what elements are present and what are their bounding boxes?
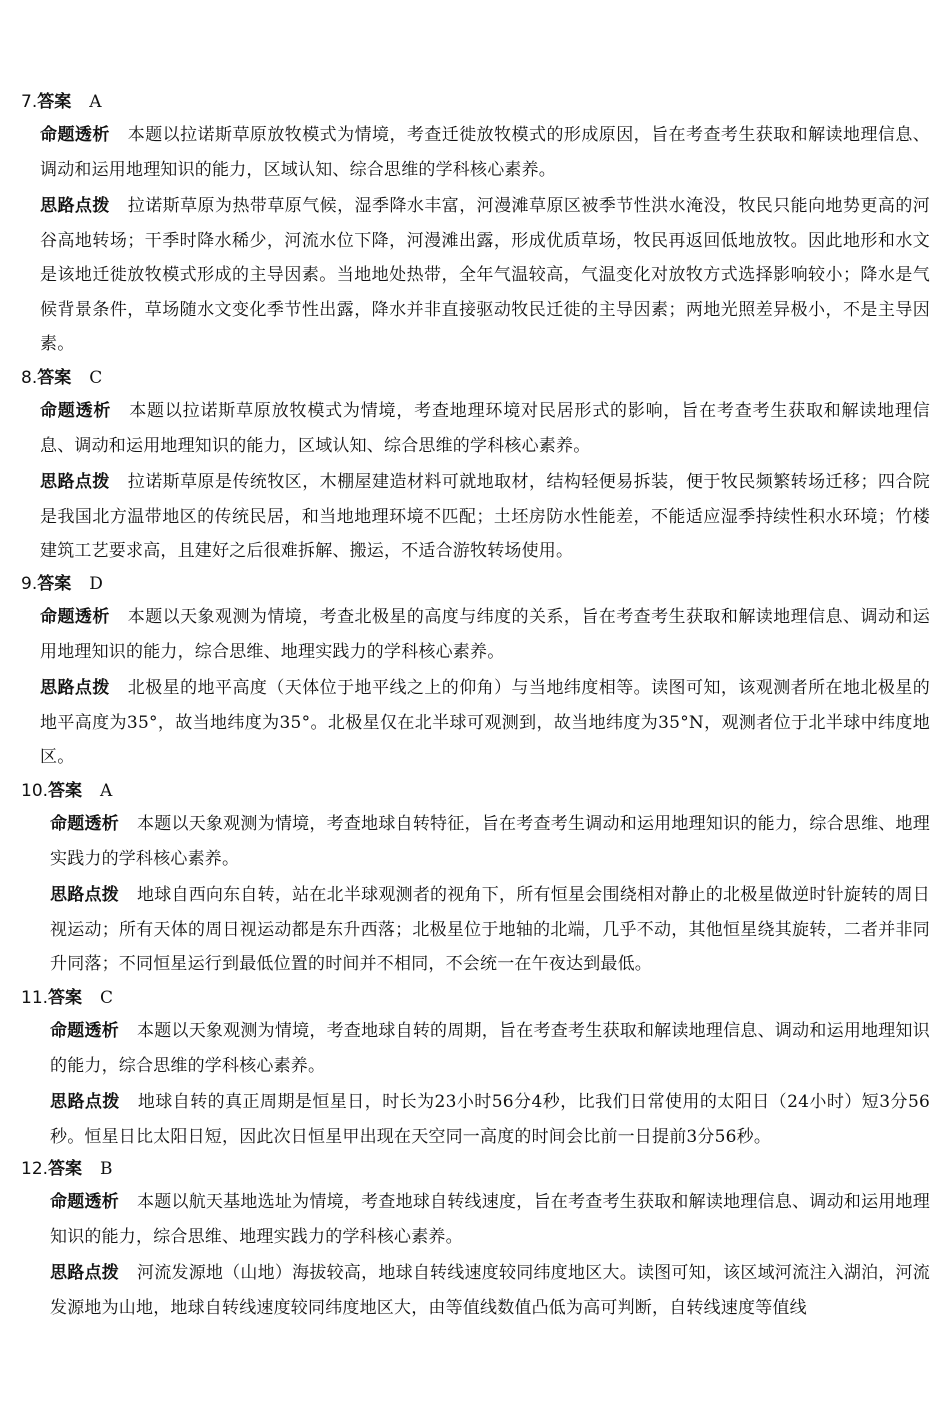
intent-text: 本题以天象观测为情境，考查北极星的高度与纬度的关系，旨在考查考生获取和解读地理信息、调动和运用地理知识的能力，综合思维、地理实践力的学科核心素养。 (40, 607, 930, 662)
question-number: 7. (21, 92, 38, 112)
answer-heading (21, 365, 102, 391)
intent-text: 本题以天象观测为情境，考查地球自转特征，旨在考查考生调动和运用地理知识的能力，综合思维、地理实践力的学科核心素养。 (50, 814, 930, 869)
intent-label: 命题透析 (40, 401, 112, 421)
answer-label: 答案 (48, 988, 83, 1008)
answer-heading (21, 778, 112, 804)
intent-paragraph (50, 1014, 930, 1083)
analysis-paragraph (50, 1256, 930, 1325)
question-number: 10. (21, 781, 49, 801)
analysis-paragraph (50, 1085, 930, 1154)
intent-paragraph (40, 394, 930, 463)
question-number: 9. (21, 574, 38, 594)
analysis-text: 河流发源地（山地）海拔较高，地球自转线速度较同纬度地区大。读图可知，该区域河流注入湖泊，河流发源地为山地，地球自转线速度较同纬度地区大，由等值线数值凸低为高可判断，自转线速度等值线 (50, 1263, 930, 1318)
answer-choice: C (89, 368, 103, 388)
answer-label: 答案 (37, 368, 72, 388)
intent-text: 本题以拉诺斯草原放牧模式为情境，考查迁徙放牧模式的形成原因，旨在考查考生获取和解读地理信息、调动和运用地理知识的能力，区域认知、综合思维的学科核心素养。 (40, 125, 930, 180)
intent-label: 命题透析 (50, 1021, 119, 1041)
intent-label: 命题透析 (50, 1192, 119, 1212)
analysis-text: 地球自西向东自转，站在北半球观测者的视角下，所有恒星会围绕相对静止的北极星做逆时针旋转的周日视运动；所有天体的周日视运动都是东升西落；北极星位于地轴的北端，几乎不动，其他恒星绕其旋转，二者并非同升同落；不同恒星运行到最低位置的时间并不相同，不会统一在午夜达到最低。 (50, 885, 930, 974)
analysis-text: 地球自转的真正周期是恒星日，时长为23小时56分4秒，比我们日常使用的太阳日（24小时）短3分56秒。恒星日比太阳日短，因此次日恒星甲出现在天空同一高度的时间会比前一日提前3分56秒。 (50, 1092, 930, 1147)
intent-paragraph (50, 1185, 930, 1254)
intent-paragraph (40, 600, 930, 669)
intent-text: 本题以天象观测为情境，考查地球自转的周期，旨在考查考生获取和解读地理信息、调动和运用地理知识的能力，综合思维的学科核心素养。 (50, 1021, 930, 1076)
intent-text: 本题以航天基地选址为情境，考查地球自转线速度，旨在考查考生获取和解读地理信息、调动和运用地理知识的能力，综合思维、地理实践力的学科核心素养。 (50, 1192, 930, 1247)
answer-choice: D (89, 574, 103, 594)
answer-label: 答案 (48, 1159, 83, 1179)
analysis-label: 思路点拨 (50, 885, 119, 905)
analysis-label: 思路点拨 (50, 1092, 120, 1112)
answer-choice: C (100, 988, 114, 1008)
answer-heading (21, 571, 103, 597)
analysis-paragraph (50, 878, 930, 982)
answer-heading (21, 89, 102, 115)
intent-label: 命题透析 (40, 125, 110, 145)
analysis-text: 拉诺斯草原是传统牧区，木棚屋建造材料可就地取材，结构轻便易拆装，便于牧民频繁转场迁移；四合院是我国北方温带地区的传统民居，和当地地理环境不匹配；土坯房防水性能差，不能适应湿季持续性积水环境；竹楼建筑工艺要求高，且建好之后很难拆解、搬运，不适合游牧转场使用。 (40, 472, 930, 561)
intent-text: 本题以拉诺斯草原放牧模式为情境，考查地理环境对民居形式的影响，旨在考查考生获取和解读地理信息、调动和运用地理知识的能力，区域认知、综合思维的学科核心素养。 (40, 401, 930, 456)
intent-label: 命题透析 (50, 814, 119, 834)
analysis-label: 思路点拨 (50, 1263, 119, 1283)
analysis-label: 思路点拨 (40, 678, 110, 698)
analysis-label: 思路点拨 (40, 472, 110, 492)
analysis-paragraph (40, 465, 930, 569)
question-number: 12. (21, 1159, 49, 1179)
answer-choice: A (100, 781, 113, 801)
analysis-paragraph (40, 671, 930, 775)
analysis-text: 拉诺斯草原为热带草原气候，湿季降水丰富，河漫滩草原区被季节性洪水淹没，牧民只能向地势更高的河谷高地转场；干季时降水稀少，河流水位下降，河漫滩出露，形成优质草场，牧民再返回低地放牧。因此地形和水文是该地迁徙放牧模式形成的主导因素。当地地处热带，全年气温较高，气温变化对放牧方式选择影响较小；降水是气候背景条件，草场随水文变化季节性出露，降水并非直接驱动牧民迁徙的主导因素；两地光照差异极小，不是主导因素。 (40, 196, 930, 354)
question-number: 11. (21, 988, 49, 1008)
analysis-paragraph (40, 189, 930, 362)
intent-paragraph (50, 807, 930, 876)
question-number: 8. (21, 368, 38, 388)
intent-paragraph (40, 118, 930, 187)
answer-heading (21, 985, 113, 1011)
intent-label: 命题透析 (40, 607, 110, 627)
analysis-text: 北极星的地平高度（天体位于地平线之上的仰角）与当地纬度相等。读图可知，该观测者所在地北极星的地平高度为35°，故当地纬度为35°。北极星仅在北半球可观测到，故当地纬度为35°N，观测者位于北半球中纬度地区。 (40, 678, 930, 767)
answer-heading (21, 1156, 113, 1182)
answer-label: 答案 (37, 574, 72, 594)
analysis-label: 思路点拨 (40, 196, 110, 216)
answer-choice: A (89, 92, 102, 112)
answer-label: 答案 (37, 92, 72, 112)
answer-choice: B (100, 1159, 113, 1179)
answer-label: 答案 (48, 781, 83, 801)
